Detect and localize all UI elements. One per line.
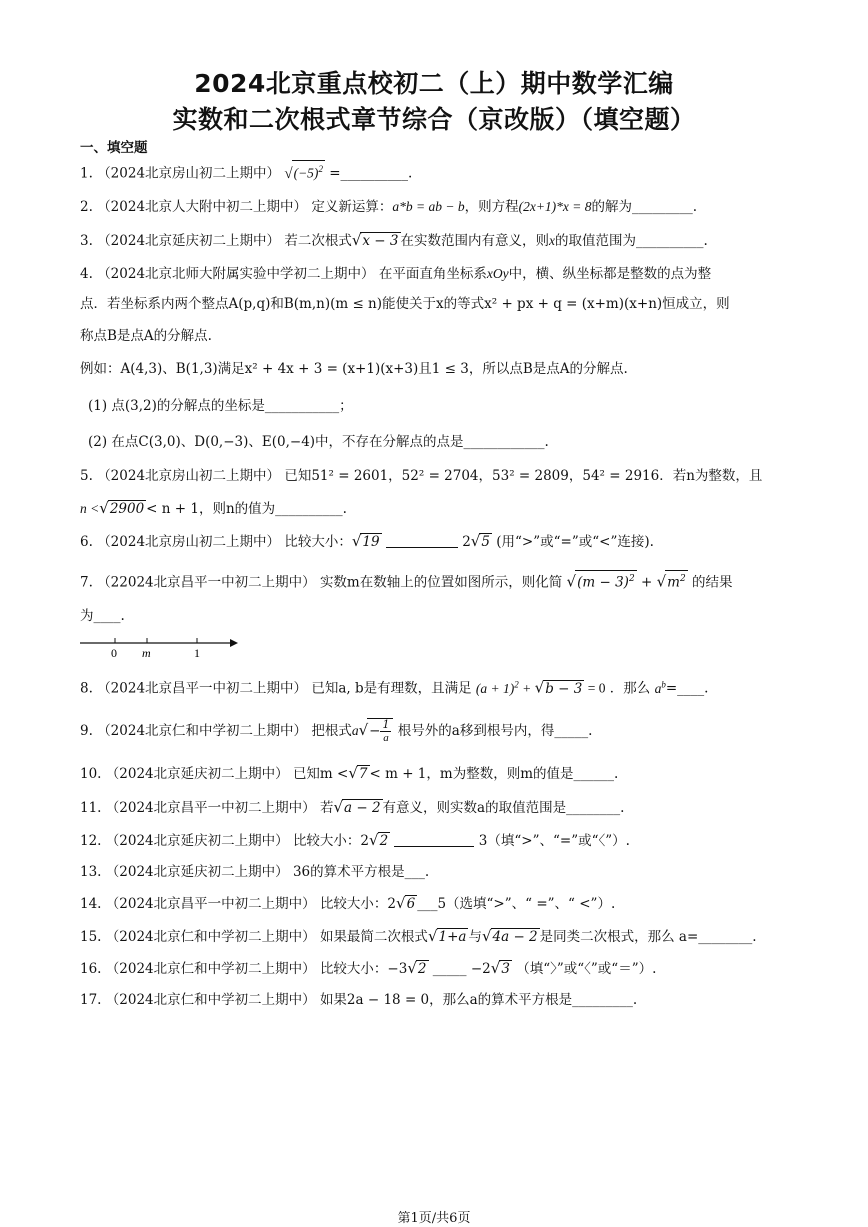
number-line-label-m: m	[142, 646, 151, 660]
page-footer: 第1页/共6页	[397, 1211, 471, 1226]
question-2: 2. （2024北京人大附中初二上期中） 定义新运算：a*b = ab − b，则方程(2x+1)*x = 8的解为_________.	[80, 199, 698, 215]
question-5: 5. （2024北京房山初二上期中） 已知51² = 2601，52² = 2704，53² = 2809，54² = 2916．若n为整数，且	[80, 468, 763, 484]
question-7-line2: 为____.	[80, 608, 125, 624]
question-10: 10. （2024北京延庆初二上期中） 已知m <√7 < m + 1，m为整数，则m的值是______.	[80, 764, 619, 782]
question-4-line2: 点．若坐标系内两个整点A(p,q)和B(m,n)(m ≤ n)能使关于x的等式x² + px + q = (x+m)(x+n)恒成立，则	[80, 296, 730, 312]
question-7: 7. （22024北京昌平一中初二上期中） 实数m在数轴上的位置如图所示，则化简 $√(m - 3)^2 + √m^2$ 的结果	[80, 570, 790, 593]
number-line-label-0: 0	[111, 646, 117, 660]
question-16: 16. （2024北京仁和中学初二上期中） 比较大小：−3√2 _____ −2√3 （填“〉”或“〈”或“＝”）.	[80, 959, 657, 977]
section-title: 一、填空题	[80, 140, 148, 156]
question-4-example: 例如：A(4,3)、B(1,3)满足x² + 4x + 3 = (x+1)(x+3)且1 ≤ 3，所以点B是点A的分解点.	[80, 361, 628, 377]
question-15: 15. （2024北京仁和中学初二上期中） 如果最简二次根式√1+a 与√4a − 2 是同类二次根式，那么 a=________.	[80, 927, 757, 945]
question-4-line3: 称点B是点A的分解点.	[80, 328, 212, 344]
page-title-line2: 实数和二次根式章节综合（京改版）（填空题）	[172, 105, 696, 134]
question-14: 14. （2024北京昌平一中初二上期中） 比较大小：2√6 ___5（选填“>”、“ =”、“ <”）.	[80, 894, 616, 912]
page-title-line1: 2024北京重点校初二（上）期中数学汇编	[194, 69, 674, 98]
number-line-label-1: 1	[194, 646, 200, 660]
question-4-sub1: (1) 点(3,2)的分解点的坐标是___________；	[88, 398, 353, 414]
question-6: 6. （2024北京房山初二上期中） 比较大小：√19 2√5 (用“>”或“=”或“<”连接).	[80, 532, 654, 550]
question-4-sub2: (2) 在点C(3,0)、D(0,−3)、E(0,−4)中，不存在分解点的点是____________.	[88, 434, 549, 450]
question-8: 8. （2024北京昌平一中初二上期中） 已知a, b是有理数，且满足 $(a + 1)^2 + √b - 3 = 0$ ．那么 $a^b=\_\_\_\_$.	[80, 678, 709, 697]
question-4: 4. （2024北京北师大附属实验中学初二上期中） 在平面直角坐标系xOy中，横、纵坐标都是整数的点为整	[80, 266, 712, 282]
question-9: 9. （2024北京仁和中学初二上期中） 把根式a√− $\frac{1}{a}$ 根号外的a移到根号内，得_____.	[80, 718, 593, 744]
question-11: 11. （2024北京昌平一中初二上期中） 若√a − 2 有意义，则实数a的取值范围是________.	[80, 798, 625, 816]
question-13: 13. （2024北京延庆初二上期中） 36的算术平方根是___.	[80, 864, 430, 880]
number-line	[80, 633, 240, 663]
question-17: 17. （2024北京仁和中学初二上期中） 如果2a − 18 = 0，那么a的算术平方根是_________.	[80, 992, 638, 1008]
question-5-line2: n <√2900 < n + 1，则n的值为__________.	[80, 499, 347, 517]
question-1: 1. （2024北京房山初二上期中） $√(-5)^2$ =__________.	[80, 160, 790, 184]
question-12: 12. （2024北京延庆初二上期中） 比较大小：2√2 3（填“>”、“=”或“〈”）.	[80, 831, 630, 849]
question-3: 3. （2024北京延庆初二上期中） 若二次根式√x − 3 在实数范围内有意义，则x的取值范围为__________.	[80, 231, 708, 249]
